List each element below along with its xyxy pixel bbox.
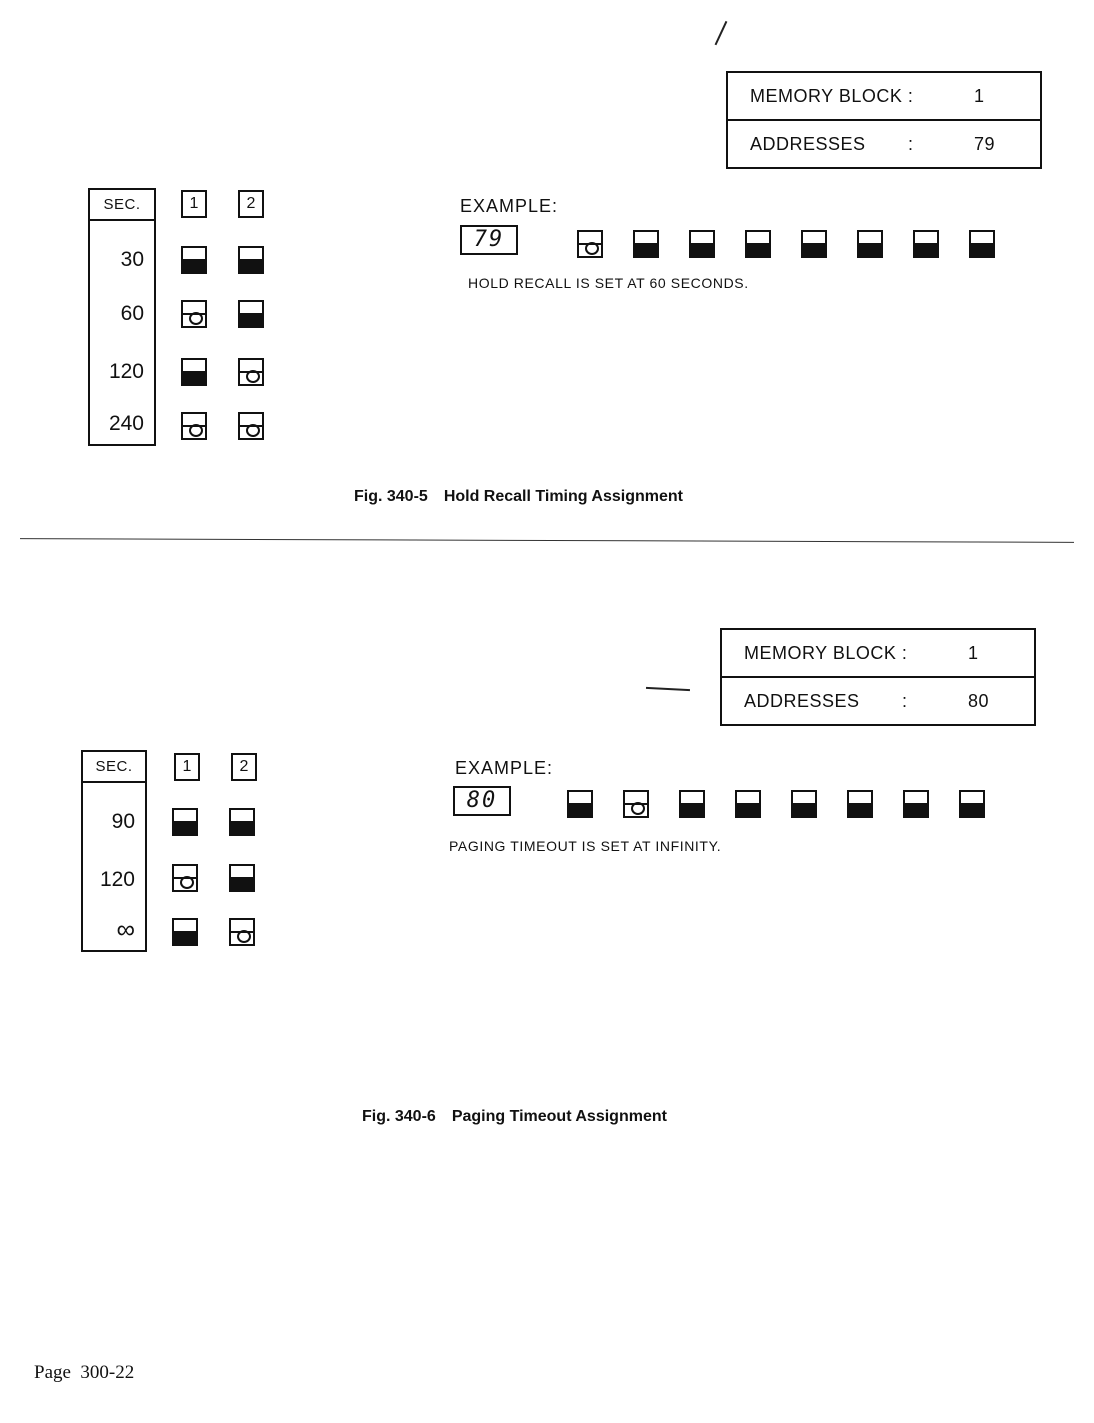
figure-title: Paging Timeout Assignment bbox=[451, 1108, 667, 1125]
seconds-header: SEC. bbox=[90, 190, 154, 221]
page-number: Page 300-22 bbox=[34, 1362, 135, 1383]
dip-switch-down bbox=[238, 246, 264, 274]
addresses-row bbox=[722, 676, 1034, 724]
figure-title: Hold Recall Timing Assignment bbox=[443, 488, 683, 505]
memory-block-label: MEMORY BLOCK : bbox=[744, 643, 908, 663]
seconds-value: 240 bbox=[108, 412, 144, 435]
example-switch-down bbox=[679, 790, 705, 818]
example-switch-down bbox=[791, 790, 817, 818]
example-switch-down bbox=[857, 230, 883, 258]
pen-mark bbox=[646, 687, 690, 691]
addresses-row bbox=[728, 119, 1040, 167]
figure-caption bbox=[362, 1108, 667, 1126]
dip-switch-down bbox=[172, 808, 198, 836]
example-switch-down bbox=[633, 230, 659, 258]
dip-switch-up bbox=[238, 412, 264, 440]
addresses-value: 79 bbox=[974, 134, 996, 154]
example-switch-down bbox=[903, 790, 929, 818]
seconds-value: 90 bbox=[111, 810, 135, 833]
memory-block-value: 1 bbox=[968, 643, 979, 663]
figure-number: Fig. 340-5 bbox=[354, 488, 428, 505]
addresses-colon: : bbox=[908, 134, 914, 154]
example-switch-down bbox=[745, 230, 771, 258]
address-display: 79 bbox=[460, 225, 518, 255]
dip-switch-down bbox=[181, 358, 207, 386]
seconds-header: SEC. bbox=[83, 752, 145, 783]
seconds-column bbox=[81, 750, 147, 952]
addresses-value: 80 bbox=[968, 691, 990, 711]
dip-switch-up bbox=[181, 300, 207, 328]
example-switch-down bbox=[689, 230, 715, 258]
seconds-value: 30 bbox=[120, 248, 144, 271]
switch-number-label: 2 bbox=[238, 190, 264, 218]
example-switch-down bbox=[959, 790, 985, 818]
switch-number-label: 1 bbox=[181, 190, 207, 218]
address-display: 80 bbox=[453, 786, 511, 816]
dip-switch-down bbox=[229, 864, 255, 892]
dip-switch-down bbox=[172, 918, 198, 946]
seconds-value: ∞ bbox=[116, 914, 135, 944]
dip-switch-down bbox=[229, 808, 255, 836]
dip-switch-up bbox=[238, 358, 264, 386]
switch-number-label: 1 bbox=[174, 753, 200, 781]
example-switch-up bbox=[577, 230, 603, 258]
example-note: HOLD RECALL IS SET AT 60 SECONDS. bbox=[468, 275, 749, 291]
seconds-value: 60 bbox=[120, 302, 144, 325]
memory-block-row bbox=[728, 73, 1040, 119]
example-label: EXAMPLE: bbox=[455, 758, 554, 778]
example-switch-down bbox=[969, 230, 995, 258]
addresses-label: ADDRESSES bbox=[750, 134, 866, 154]
example-note: PAGING TIMEOUT IS SET AT INFINITY. bbox=[449, 838, 722, 854]
example-switch-down bbox=[801, 230, 827, 258]
memory-block-table bbox=[726, 71, 1042, 169]
seconds-value: 120 bbox=[99, 868, 135, 891]
example-switch-down bbox=[735, 790, 761, 818]
seconds-column bbox=[88, 188, 156, 446]
addresses-colon: : bbox=[902, 691, 908, 711]
seconds-value: 120 bbox=[108, 360, 144, 383]
example-switch-up bbox=[623, 790, 649, 818]
dip-switch-up bbox=[181, 412, 207, 440]
memory-block-row bbox=[722, 630, 1034, 676]
example-switch-down bbox=[913, 230, 939, 258]
example-switch-down bbox=[567, 790, 593, 818]
dip-switch-up bbox=[229, 918, 255, 946]
memory-block-label: MEMORY BLOCK : bbox=[750, 86, 914, 106]
dip-switch-up bbox=[172, 864, 198, 892]
memory-block-table bbox=[720, 628, 1036, 726]
figure-number: Fig. 340-6 bbox=[362, 1108, 436, 1125]
memory-block-value: 1 bbox=[974, 86, 985, 106]
figure-caption bbox=[354, 488, 683, 506]
switch-number-label: 2 bbox=[231, 753, 257, 781]
example-label: EXAMPLE: bbox=[460, 196, 559, 216]
dip-switch-down bbox=[181, 246, 207, 274]
example-switch-down bbox=[847, 790, 873, 818]
section-divider bbox=[20, 538, 1074, 543]
pen-mark bbox=[715, 21, 727, 45]
addresses-label: ADDRESSES bbox=[744, 691, 860, 711]
dip-switch-down bbox=[238, 300, 264, 328]
